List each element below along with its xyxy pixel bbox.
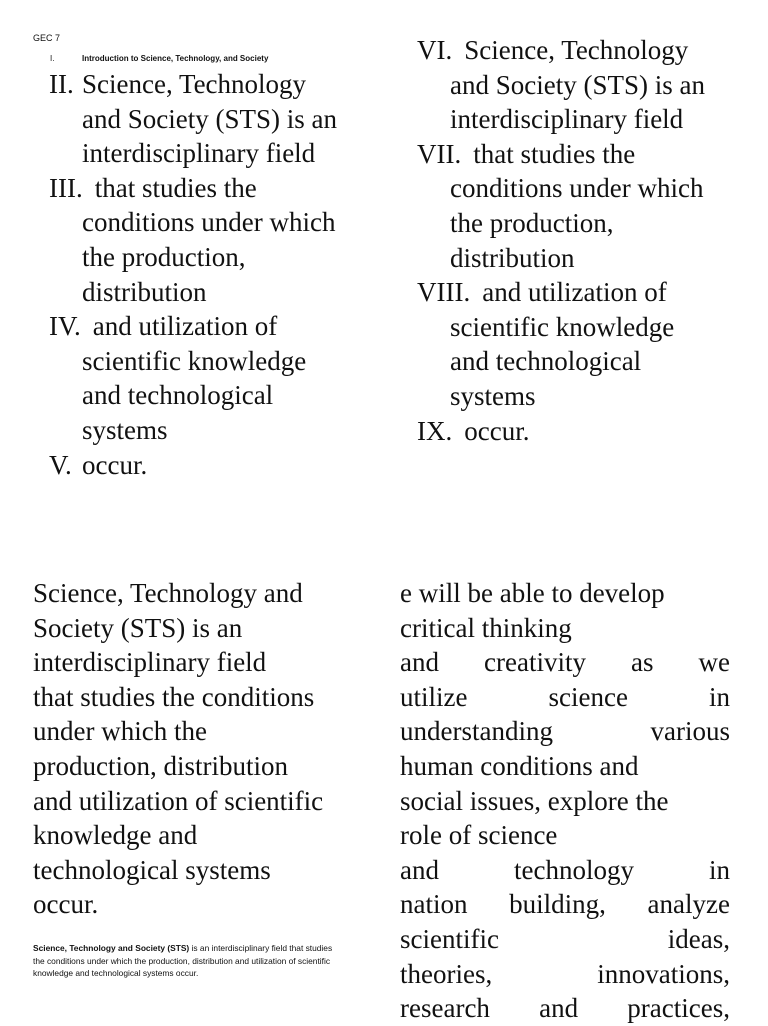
list-numeral: VIII. [417,277,471,308]
paragraph-line: understanding various [400,716,730,747]
paragraph-left [33,576,373,922]
paragraph-line: utilize science in [400,681,730,712]
paragraph-line: scientific ideas, [400,923,730,954]
paragraph-right [400,576,730,1026]
list-item-line: conditions under which [82,207,336,238]
list-item-line: occur. [464,415,530,446]
paragraph-line: Science, Technology and [33,578,303,608]
list-numeral: IV. [49,311,81,342]
roman-list-left [49,67,379,482]
list-numeral: III. [49,172,83,203]
list-item [49,67,379,171]
list-numeral: V. [49,449,72,480]
roman-list-right [417,33,747,448]
paragraph-line: and technology in [400,854,730,885]
list-item [417,33,747,137]
list-item-line: distribution [450,242,575,273]
list-item [49,309,379,447]
list-numeral: VI. [417,35,453,65]
paragraph-line: under which the [33,716,207,747]
paragraph-line: technological systems [33,854,271,885]
list-item-line: interdisciplinary field [82,138,316,169]
list-item-line: interdisciplinary field [450,104,684,135]
list-item-line: the production, [450,207,614,238]
list-item [49,448,379,483]
list-item-line: scientific knowledge [82,345,307,376]
list-item-line: Science, Technology [82,69,307,99]
list-item [49,171,379,309]
paragraph-line: nation building, analyze [400,889,730,920]
course-code: GEC 7 [33,33,61,43]
paragraph-line: that studies the conditions [33,681,315,712]
list-item [417,275,747,413]
list-item-line: and technological [82,380,274,411]
caption-bold: Science, Technology and Society (STS) [33,943,190,953]
list-item-line: and utilization of [482,277,667,308]
paragraph-line: and utilization of scientific [33,785,324,816]
paragraph-line: research and practices, [400,993,730,1024]
list-item-line: occur. [82,449,148,480]
section-number: I. [50,54,55,63]
list-numeral: IX. [417,415,453,446]
paragraph-line: critical thinking [400,612,572,643]
paragraph-line: human conditions and [400,750,639,781]
caption-rest: is an interdisciplinary field that studies the conditions under which the production, distribution and utilization of scientific knowledge and technological systems occur. [33,943,333,978]
list-item-line: conditions under which [450,173,704,204]
paragraph-line: theories, innovations, [400,958,730,989]
paragraph-line: interdisciplinary field [33,647,267,678]
paragraph-line: and creativity as we [400,647,730,678]
list-item [417,137,747,275]
list-item-line: systems [450,380,536,411]
list-item-line: the production, [82,241,246,272]
paragraph-line: Society (STS) is an [33,612,243,643]
list-item-line: and technological [450,346,642,377]
paragraph-line: e will be able to develop [400,578,665,608]
paragraph-line: role of science [400,820,558,851]
list-item-line: and Society (STS) is an [450,69,705,100]
list-item-line: distribution [82,276,207,307]
list-numeral: VII. [417,138,462,169]
paragraph-line: social issues, explore the [400,785,669,816]
list-item-line: systems [82,414,168,445]
list-item-line: and Society (STS) is an [82,103,337,134]
paragraph-line: knowledge and [33,820,198,851]
list-item-line: and utilization of [92,311,278,342]
list-item [417,414,747,449]
list-numeral: II. [49,69,74,99]
caption-text [33,942,333,980]
list-item-line: that studies the [94,172,257,203]
paragraph-line: occur. [33,889,99,920]
list-item-line: scientific knowledge [450,311,675,342]
list-item-line: that studies the [473,138,636,169]
section-title: Introduction to Science, Technology, and Society [82,54,269,63]
list-item-line: Science, Technology [464,35,689,65]
paragraph-line: production, distribution [33,750,288,781]
